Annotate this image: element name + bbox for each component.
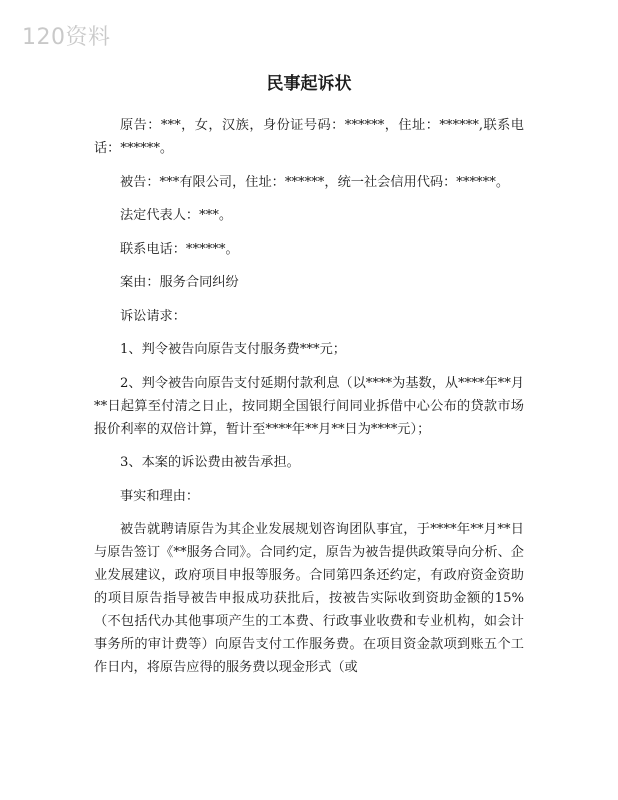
facts-paragraph: 被告就聘请原告为其企业发展规划咨询团队事宜，于****年**月**日与原告签订《**服务合同》。合同约定，原告为被告提供政策导向分析、企业发展建议，政府项目申报等服务。合同第四条还约定，有政府资金资助的项目原告指导被告申报成功获批后，按被告实际收到资助金额的15%（不包括代办其他事项产生的工本费、行政事业收费和专业机构，如会计事务所的审计费等）向原告支付工作服务费。在项目资金款项到账五个工作日内，将原告应得的服务费以现金形式（或 — [94, 522, 524, 675]
defendant-paragraph: 被告：***有限公司，住址：******，统一社会信用代码：******。 — [120, 174, 510, 190]
claim-item-2: 2、判令被告向原告支付延期付款利息（以****为基数，从****年**月**日起算至付清之日止，按同期全国银行间同业拆借中心公布的贷款市场报价利率的双倍计算，暂计至****年**月**日为****元）； — [94, 375, 525, 437]
legal-representative-paragraph: 法定代表人：***。 — [120, 208, 233, 223]
watermark: 120资料 — [22, 25, 111, 50]
claim-item-1: 1、判令被告向原告支付服务费***元； — [120, 342, 346, 357]
cause-of-action-paragraph: 案由：服务合同纠纷 — [120, 275, 239, 290]
contact-phone-paragraph: 联系电话：******。 — [120, 241, 239, 257]
claim-item-3: 3、本案的诉讼费由被告承担。 — [120, 455, 300, 470]
claims-heading: 诉讼请求： — [120, 308, 186, 324]
document-title: 民事起诉状 — [266, 74, 352, 94]
plaintiff-paragraph: 原告：***，女，汉族，身份证号码：******，住址：******,联系电话：******。 — [94, 118, 524, 156]
document-page — [94, 72, 524, 690]
facts-heading: 事实和理由： — [120, 488, 200, 504]
